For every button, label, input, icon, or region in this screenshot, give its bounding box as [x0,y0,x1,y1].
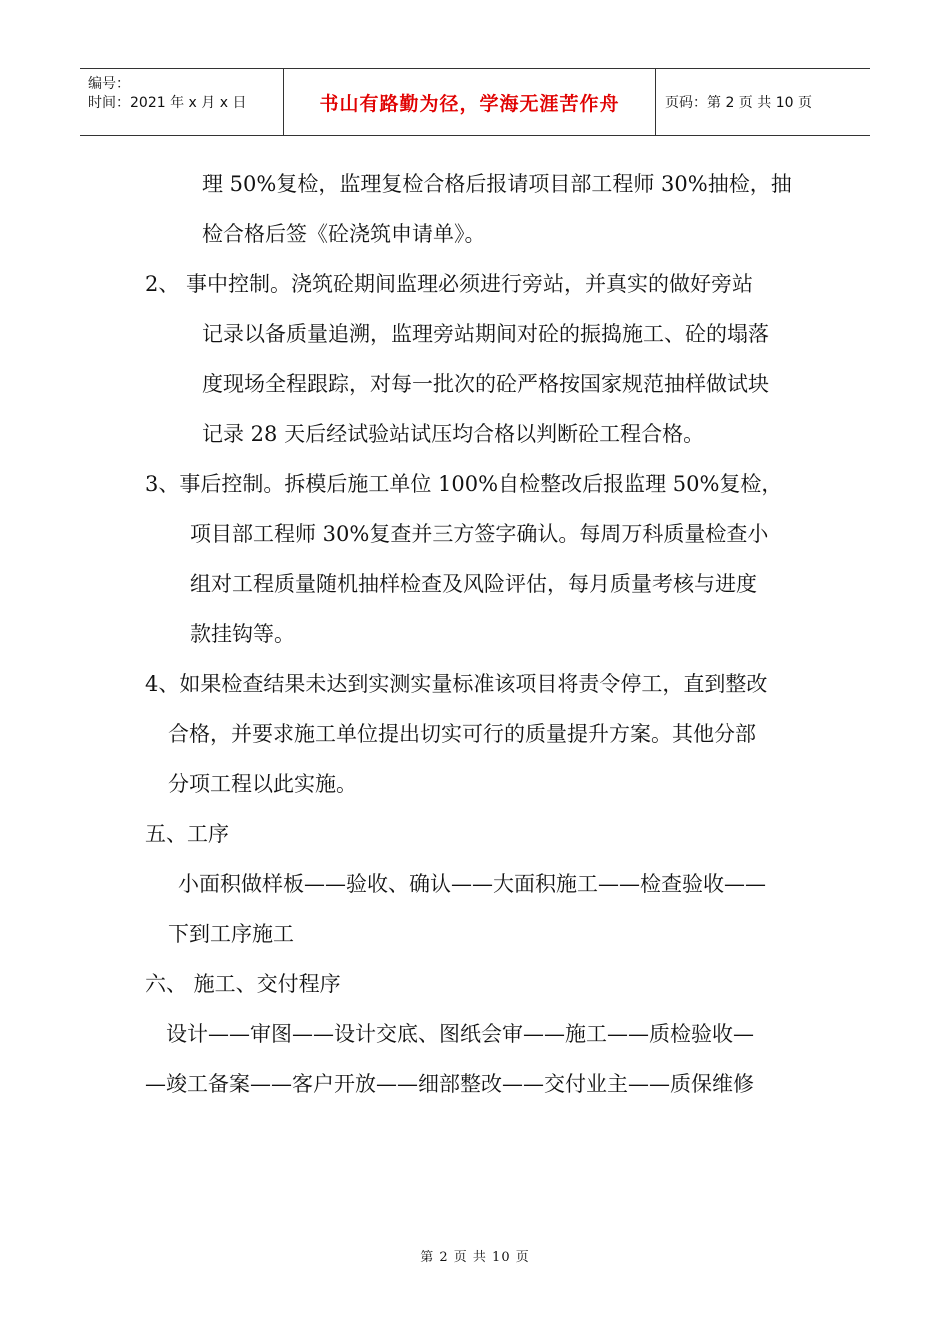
body-line: 3、事后控制。拆模后施工单位 100%自检整改后报监理 50%复检， [145,472,783,496]
header-page-cell [656,69,870,135]
body-line: 小面积做样板——验收、确认——大面积施工——检查验收—— [178,872,766,896]
body-line: 记录 28 天后经试验站试压均合格以判断砼工程合格。 [202,422,705,446]
body-line: 度现场全程跟踪，对每一批次的砼严格按国家规范抽样做试块 [202,372,769,396]
header-info-cell [80,69,283,135]
page-footer: 第 2 页 共 10 页 [420,1250,530,1265]
body-line: 下到工序施工 [168,922,294,946]
body-line: 合格，并要求施工单位提出切实可行的质量提升方案。其他分部 [168,722,756,746]
header-motto: 书山有路勤为径，学海无涯苦作舟 [319,92,620,115]
header-page-number: 页码：第 2 页 共 10 页 [665,95,812,111]
body-line: 分项工程以此实施。 [168,772,357,796]
document-date-label: 时间：2021 年 x 月 x 日 [88,95,247,111]
page-header [80,68,870,136]
body-line: 项目部工程师 30%复查并三方签字确认。每周万科质量检查小 [190,522,769,546]
body-line: 4、如果检查结果未达到实测实量标准该项目将责令停工，直到整改 [145,672,768,696]
body-line: 设计——审图——设计交底、图纸会审——施工——质检验收— [166,1022,754,1046]
body-line: 组对工程质量随机抽样检查及风险评估，每月质量考核与进度 [190,572,757,596]
body-line: 2、 事中控制。浇筑砼期间监理必须进行旁站，并真实的做好旁站 [145,272,754,296]
section-heading: 五、工序 [145,822,229,846]
document-number-label: 编号： [88,76,130,92]
body-line: —竣工备案——客户开放——细部整改——交付业主——质保维修 [145,1072,754,1096]
body-line: 记录以备质量追溯，监理旁站期间对砼的振捣施工、砼的塌落 [202,322,769,346]
body-line: 款挂钩等。 [190,622,295,646]
header-motto-cell [283,69,656,135]
body-line: 理 50%复检，监理复检合格后报请项目部工程师 30%抽检，抽 [202,172,792,196]
section-heading: 六、 施工、交付程序 [145,972,341,996]
body-line: 检合格后签《砼浇筑申请单》。 [202,222,486,246]
